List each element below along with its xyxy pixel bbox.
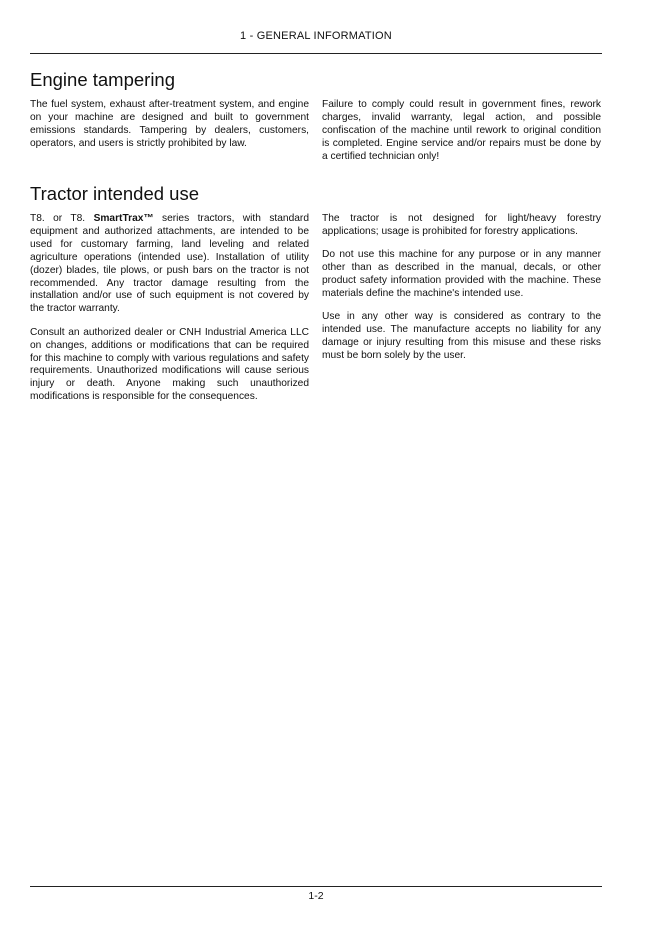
header-divider [30, 53, 602, 54]
page-header-title: 1 - GENERAL INFORMATION [240, 30, 392, 42]
paragraph: Do not use this machine for any purpose or in any manner other than as described in the manual, decals, or other product safety information provided with the machine. These materials define the machine's intended use. [322, 249, 601, 300]
paragraph: The fuel system, exhaust after-treatment system, and engine on your machine are designed and built to government emissions standards. Tampering by dealers, customers, operators, and users is strictly prohibited by law. [30, 99, 309, 149]
engine-tampering-right-column [322, 99, 601, 174]
paragraph-intended-use [30, 213, 309, 316]
intended-use-left-column [30, 213, 309, 415]
model-prefix: T8. or T8. [30, 213, 94, 224]
section-heading-engine-tampering: Engine tampering [30, 69, 176, 90]
engine-tampering-left-column [30, 99, 309, 161]
paragraph: The tractor is not designed for light/heavy forestry applications; usage is prohibited for forestry applications. [322, 213, 601, 237]
paragraph-rest: series tractors, with standard equipment and authorized attachments, are intended to be used for customary farming, land leveling and related agriculture operations (intended use). Installation of utility (dozer) blades, tile plows, or push bars on the tractor is not recommended. Any tractor damage resulting from the installation and/or use of such equipment is not covered by the tractor warranty. [30, 213, 309, 315]
footer-divider [30, 886, 602, 887]
brand-name: SmartTrax™ [93, 213, 154, 224]
paragraph: Failure to comply could result in government fines, rework charges, invalid warranty, legal action, and possible confiscation of the machine until rework to original condition is completed. Engine service and/or repairs must be done by a certified technician only! [322, 99, 601, 162]
page-number: 1-2 [308, 890, 324, 902]
paragraph: Use in any other way is considered as contrary to the intended use. The manufacture accepts no liability for any damage or injury resulting from this misuse and these risks must be born solely by the user. [322, 311, 601, 362]
intended-use-right-column [322, 213, 601, 374]
paragraph: Consult an authorized dealer or CNH Industrial America LLC on changes, additions or modifications that can be required for this machine to comply with various regulations and safety requirements. Unauthorized modifications will cause serious injury or death. Anyone making such unauthorized modifications is responsible for the consequences. [30, 326, 309, 403]
section-heading-tractor-intended-use: Tractor intended use [30, 183, 199, 204]
